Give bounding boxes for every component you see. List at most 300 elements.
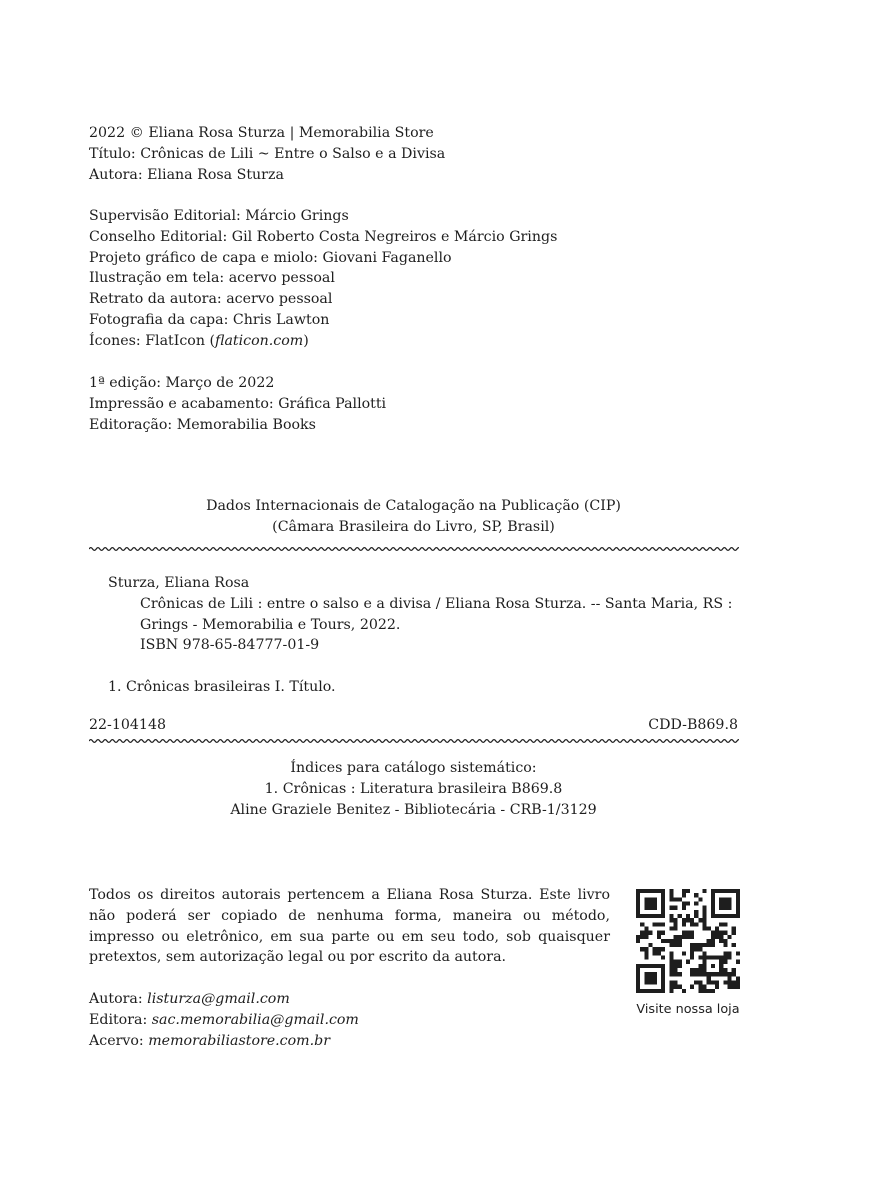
qr-module bbox=[698, 989, 702, 993]
qr-module bbox=[703, 964, 707, 968]
qr-module bbox=[711, 981, 715, 985]
qr-module bbox=[715, 981, 719, 985]
qr-module bbox=[669, 897, 673, 901]
cip-heading bbox=[89, 496, 738, 538]
qr-module bbox=[728, 935, 732, 939]
qr-module bbox=[669, 960, 673, 964]
qr-module bbox=[715, 889, 719, 893]
qr-module bbox=[690, 956, 694, 960]
qr-module bbox=[669, 989, 673, 993]
qr-module bbox=[694, 910, 698, 914]
qr-module bbox=[653, 964, 657, 968]
qr-module bbox=[669, 943, 673, 947]
qr-module bbox=[657, 989, 661, 993]
qr-module bbox=[644, 926, 648, 930]
qr-module bbox=[723, 922, 727, 926]
qr-module bbox=[694, 972, 698, 976]
qr-module bbox=[690, 943, 694, 947]
qr-module bbox=[715, 931, 719, 935]
qr-module bbox=[661, 914, 665, 918]
qr-module bbox=[669, 914, 673, 918]
qr-module bbox=[661, 901, 665, 905]
qr-module bbox=[661, 981, 665, 985]
qr-module bbox=[694, 947, 698, 951]
qr-module bbox=[711, 893, 715, 897]
qr-module bbox=[644, 976, 648, 980]
qr-module bbox=[690, 935, 694, 939]
qr-module bbox=[653, 897, 657, 901]
qr-module bbox=[703, 943, 707, 947]
qr-module bbox=[728, 981, 732, 985]
qr-module bbox=[644, 964, 648, 968]
qr-module bbox=[728, 985, 732, 989]
qr-module bbox=[682, 931, 686, 935]
qr-module bbox=[673, 922, 677, 926]
qr-module bbox=[711, 939, 715, 943]
qr-module bbox=[723, 901, 727, 905]
qr-module bbox=[678, 985, 682, 989]
qr-module bbox=[736, 910, 740, 914]
qr-module bbox=[694, 943, 698, 947]
credits-block-2 bbox=[89, 206, 557, 352]
qr-module bbox=[640, 964, 644, 968]
qr-module bbox=[648, 972, 652, 976]
qr-module bbox=[636, 939, 640, 943]
qr-module bbox=[732, 943, 736, 947]
qr-caption: Visite nossa loja bbox=[636, 1002, 740, 1017]
qr-module bbox=[719, 960, 723, 964]
qr-module bbox=[648, 906, 652, 910]
qr-module bbox=[719, 972, 723, 976]
icons-credit-prefix: Ícones: FlatIcon ( bbox=[89, 332, 216, 349]
qr-module bbox=[669, 964, 673, 968]
qr-module bbox=[711, 931, 715, 935]
qr-module bbox=[673, 981, 677, 985]
qr-module bbox=[636, 989, 640, 993]
qr-module bbox=[723, 956, 727, 960]
qr-module bbox=[686, 889, 690, 893]
qr-module bbox=[728, 956, 732, 960]
contact-author-label: Autora: bbox=[89, 991, 148, 1007]
qr-module bbox=[678, 964, 682, 968]
qr-module bbox=[715, 985, 719, 989]
qr-module bbox=[644, 931, 648, 935]
qr-module bbox=[707, 989, 711, 993]
qr-module bbox=[678, 914, 682, 918]
qr-module bbox=[661, 972, 665, 976]
contact-publisher bbox=[89, 1010, 359, 1031]
qr-module bbox=[648, 989, 652, 993]
copyright-line: 2022 © Eliana Rosa Sturza | Memorabilia Store bbox=[89, 125, 434, 141]
qr-module bbox=[732, 926, 736, 930]
qr-module bbox=[711, 972, 715, 976]
qr-module bbox=[719, 931, 723, 935]
qr-module bbox=[703, 951, 707, 955]
qr-module bbox=[711, 943, 715, 947]
qr-module bbox=[736, 914, 740, 918]
qr-module bbox=[644, 906, 648, 910]
qr-module bbox=[669, 985, 673, 989]
qr-module bbox=[703, 985, 707, 989]
qr-module bbox=[636, 889, 640, 893]
qr-module bbox=[723, 897, 727, 901]
flaticon-link[interactable]: flaticon.com bbox=[215, 332, 304, 349]
qr-module bbox=[661, 985, 665, 989]
qr-module bbox=[648, 897, 652, 901]
qr-module bbox=[715, 926, 719, 930]
qr-module bbox=[723, 943, 727, 947]
qr-module bbox=[707, 926, 711, 930]
qr-module bbox=[707, 981, 711, 985]
wavy-divider-bottom bbox=[89, 737, 739, 745]
qr-module bbox=[703, 889, 707, 893]
qr-module bbox=[719, 897, 723, 901]
cip-control-number: 22-104148 bbox=[89, 717, 167, 733]
qr-module bbox=[661, 889, 665, 893]
qr-module bbox=[648, 981, 652, 985]
qr-module bbox=[669, 972, 673, 976]
qr-module bbox=[723, 889, 727, 893]
contacts-block bbox=[89, 989, 359, 1051]
cip-heading-title: Dados Internacionais de Catalogação na Publicação (CIP) bbox=[206, 498, 621, 514]
qr-module bbox=[732, 968, 736, 972]
qr-module bbox=[703, 918, 707, 922]
qr-module bbox=[682, 935, 686, 939]
qr-module bbox=[636, 981, 640, 985]
qr-module bbox=[682, 922, 686, 926]
cip-cdd-number: CDD-B869.8 bbox=[648, 717, 738, 733]
qr-module bbox=[703, 926, 707, 930]
author-line: Autora: Eliana Rosa Sturza bbox=[89, 166, 284, 183]
qr-module bbox=[715, 972, 719, 976]
contact-author-email[interactable]: listurza@gmail.com bbox=[147, 991, 290, 1007]
qr-module bbox=[644, 981, 648, 985]
qr-module bbox=[644, 901, 648, 905]
index-entry: 1. Crônicas : Literatura brasileira B869.8 bbox=[264, 780, 563, 797]
qr-module bbox=[673, 964, 677, 968]
qr-module bbox=[661, 968, 665, 972]
qr-module bbox=[715, 956, 719, 960]
printing-line: Impressão e acabamento: Gráfica Pallotti bbox=[89, 395, 387, 412]
qr-module bbox=[694, 968, 698, 972]
qr-module bbox=[669, 926, 673, 930]
qr-module bbox=[736, 893, 740, 897]
qr-module bbox=[640, 947, 644, 951]
qr-module bbox=[682, 951, 686, 955]
qr-module bbox=[711, 906, 715, 910]
qr-module bbox=[698, 897, 702, 901]
icons-credit bbox=[89, 331, 557, 352]
qr-module bbox=[690, 931, 694, 935]
qr-module bbox=[657, 935, 661, 939]
contact-store-label: Acervo: bbox=[89, 1032, 149, 1049]
qr-module bbox=[728, 889, 732, 893]
qr-module bbox=[673, 897, 677, 901]
qr-module bbox=[707, 972, 711, 976]
qr-module bbox=[690, 968, 694, 972]
qr-module bbox=[682, 918, 686, 922]
qr-module bbox=[728, 906, 732, 910]
qr-module bbox=[636, 914, 640, 918]
qr-module bbox=[703, 914, 707, 918]
qr-module bbox=[728, 901, 732, 905]
qr-module bbox=[644, 947, 648, 951]
qr-module bbox=[636, 964, 640, 968]
qr-module bbox=[648, 964, 652, 968]
credits-block-3 bbox=[89, 373, 386, 435]
qr-module bbox=[723, 968, 727, 972]
qr-module bbox=[673, 972, 677, 976]
qr-module bbox=[707, 976, 711, 980]
qr-module bbox=[678, 972, 682, 976]
qr-module bbox=[636, 968, 640, 972]
qr-module bbox=[653, 922, 657, 926]
qr-module bbox=[644, 989, 648, 993]
qr-module bbox=[686, 931, 690, 935]
qr-module bbox=[732, 981, 736, 985]
qr-module bbox=[732, 931, 736, 935]
qr-module bbox=[661, 939, 665, 943]
qr-module bbox=[673, 906, 677, 910]
qr-module bbox=[694, 893, 698, 897]
qr-module bbox=[711, 964, 715, 968]
qr-module bbox=[690, 947, 694, 951]
qr-module bbox=[669, 918, 673, 922]
credits-block-1 bbox=[89, 123, 445, 185]
qr-module bbox=[673, 985, 677, 989]
title-line: Título: Crônicas de Lili ~ Entre o Salso e a Divisa bbox=[89, 145, 446, 162]
qr-module bbox=[690, 985, 694, 989]
qr-module bbox=[703, 906, 707, 910]
contact-store bbox=[89, 1031, 359, 1052]
qr-module bbox=[678, 939, 682, 943]
qr-module bbox=[636, 906, 640, 910]
qr-module bbox=[736, 901, 740, 905]
contact-store-link[interactable]: memorabiliastore.com.br bbox=[148, 1032, 330, 1049]
qr-module bbox=[711, 897, 715, 901]
qr-module bbox=[707, 956, 711, 960]
qr-module bbox=[690, 972, 694, 976]
qr-module bbox=[703, 989, 707, 993]
qr-module bbox=[669, 956, 673, 960]
qr-module bbox=[636, 985, 640, 989]
qr-code-icon[interactable] bbox=[636, 889, 740, 993]
qr-module bbox=[698, 943, 702, 947]
qr-module bbox=[690, 922, 694, 926]
qr-module bbox=[682, 889, 686, 893]
qr-module bbox=[669, 981, 673, 985]
qr-module bbox=[636, 897, 640, 901]
qr-module bbox=[669, 951, 673, 955]
qr-module bbox=[698, 972, 702, 976]
qr-module bbox=[644, 951, 648, 955]
qr-module bbox=[661, 897, 665, 901]
qr-module bbox=[698, 918, 702, 922]
qr-module bbox=[703, 968, 707, 972]
qr-module bbox=[636, 893, 640, 897]
qr-module bbox=[732, 985, 736, 989]
qr-module bbox=[644, 935, 648, 939]
qr-module bbox=[661, 964, 665, 968]
contact-publisher-email[interactable]: sac.memorabilia@gmail.com bbox=[151, 1011, 359, 1028]
cip-subjects: 1. Crônicas brasileiras I. Título. bbox=[108, 678, 336, 695]
qr-module bbox=[723, 931, 727, 935]
qr-module bbox=[686, 918, 690, 922]
qr-module bbox=[682, 901, 686, 905]
librarian-credit: Aline Graziele Benitez - Bibliotecária - CRB-1/3129 bbox=[230, 801, 597, 818]
qr-module bbox=[678, 897, 682, 901]
qr-module bbox=[648, 976, 652, 980]
qr-module bbox=[686, 935, 690, 939]
qr-module bbox=[653, 906, 657, 910]
qr-module bbox=[640, 889, 644, 893]
qr-module bbox=[732, 914, 736, 918]
qr-module bbox=[648, 889, 652, 893]
qr-module bbox=[703, 960, 707, 964]
qr-module bbox=[707, 943, 711, 947]
qr-module bbox=[686, 960, 690, 964]
qr-module bbox=[669, 889, 673, 893]
qr-module bbox=[653, 901, 657, 905]
qr-module bbox=[673, 935, 677, 939]
cip-description-2: Grings - Memorabilia e Tours, 2022. bbox=[140, 616, 401, 633]
wavy-divider-top bbox=[89, 545, 739, 553]
graphic-design: Projeto gráfico de capa e miolo: Giovani Faganello bbox=[89, 249, 452, 266]
portrait-credit: Retrato da autora: acervo pessoal bbox=[89, 291, 333, 308]
edition-line: 1ª edição: Março de 2022 bbox=[89, 375, 275, 391]
qr-module bbox=[723, 914, 727, 918]
qr-module bbox=[640, 935, 644, 939]
qr-module bbox=[707, 939, 711, 943]
qr-module bbox=[736, 981, 740, 985]
qr-module bbox=[673, 960, 677, 964]
qr-module bbox=[682, 893, 686, 897]
qr-module bbox=[694, 981, 698, 985]
qr-module bbox=[661, 910, 665, 914]
qr-module bbox=[665, 939, 669, 943]
qr-module bbox=[715, 935, 719, 939]
qr-module bbox=[657, 951, 661, 955]
qr-module bbox=[728, 951, 732, 955]
qr-module bbox=[682, 989, 686, 993]
qr-module bbox=[728, 976, 732, 980]
qr-module bbox=[648, 914, 652, 918]
qr-module bbox=[686, 901, 690, 905]
qr-module bbox=[736, 985, 740, 989]
cip-index bbox=[89, 758, 738, 820]
qr-module bbox=[644, 914, 648, 918]
qr-module bbox=[736, 897, 740, 901]
qr-module bbox=[703, 922, 707, 926]
qr-module bbox=[690, 918, 694, 922]
qr-module bbox=[653, 951, 657, 955]
icons-credit-suffix: ) bbox=[303, 332, 309, 349]
rights-paragraph: Todos os direitos autorais pertencem a Eliana Rosa Sturza. Este livro não poderá ser copiado de nenhuma forma, maneira ou método, impresso ou eletrônico, em sua parte ou em seu todo, sob quaisquer pretextos, sem autorização legal ou por escrito da autora. bbox=[89, 887, 610, 966]
qr-module bbox=[673, 918, 677, 922]
qr-module bbox=[711, 910, 715, 914]
qr-module bbox=[644, 956, 648, 960]
qr-module bbox=[723, 960, 727, 964]
qr-module bbox=[690, 951, 694, 955]
cip-description-1: Crônicas de Lili : entre o salso e a divisa / Eliana Rosa Sturza. -- Santa Maria, RS : bbox=[140, 595, 733, 612]
qr-module bbox=[661, 931, 665, 935]
qr-module bbox=[653, 976, 657, 980]
qr-module bbox=[703, 972, 707, 976]
qr-module bbox=[698, 956, 702, 960]
qr-module bbox=[653, 981, 657, 985]
qr-module bbox=[640, 914, 644, 918]
qr-module bbox=[719, 935, 723, 939]
qr-module bbox=[723, 939, 727, 943]
qr-module bbox=[698, 968, 702, 972]
qr-module bbox=[719, 901, 723, 905]
publishing-line: Editoração: Memorabilia Books bbox=[89, 416, 316, 433]
qr-module bbox=[636, 910, 640, 914]
qr-module bbox=[736, 889, 740, 893]
qr-module bbox=[661, 906, 665, 910]
qr-module bbox=[732, 889, 736, 893]
qr-module bbox=[636, 935, 640, 939]
qr-module bbox=[648, 931, 652, 935]
qr-module bbox=[711, 935, 715, 939]
qr-module bbox=[636, 901, 640, 905]
qr-module bbox=[736, 906, 740, 910]
qr-module bbox=[661, 947, 665, 951]
editorial-board: Conselho Editorial: Gil Roberto Costa Negreiros e Márcio Grings bbox=[89, 228, 558, 245]
qr-module bbox=[648, 943, 652, 947]
qr-module bbox=[661, 989, 665, 993]
qr-module bbox=[640, 922, 644, 926]
qr-module bbox=[636, 976, 640, 980]
qr-module bbox=[686, 914, 690, 918]
qr-module bbox=[711, 901, 715, 905]
index-heading: Índices para catálogo sistemático: bbox=[290, 760, 537, 776]
cip-heading-subtitle: (Câmara Brasileira do Livro, SP, Brasil) bbox=[272, 518, 555, 535]
cip-author-entry: Sturza, Eliana Rosa bbox=[108, 575, 250, 591]
qr-module bbox=[698, 985, 702, 989]
qr-module bbox=[644, 889, 648, 893]
qr-module bbox=[673, 943, 677, 947]
qr-module bbox=[719, 939, 723, 943]
qr-module bbox=[678, 943, 682, 947]
qr-module bbox=[653, 947, 657, 951]
qr-module bbox=[682, 906, 686, 910]
qr-module bbox=[653, 972, 657, 976]
qr-module bbox=[736, 960, 740, 964]
qr-module bbox=[694, 914, 698, 918]
qr-module bbox=[719, 922, 723, 926]
qr-module bbox=[673, 968, 677, 972]
qr-module bbox=[648, 901, 652, 905]
qr-module bbox=[719, 889, 723, 893]
qr-module bbox=[653, 989, 657, 993]
qr-module bbox=[661, 956, 665, 960]
qr-module bbox=[669, 968, 673, 972]
qr-module bbox=[657, 922, 661, 926]
contact-author bbox=[89, 989, 359, 1010]
qr-module bbox=[653, 914, 657, 918]
qr-module bbox=[711, 956, 715, 960]
qr-module bbox=[723, 981, 727, 985]
illustration-credit: Ilustração em tela: acervo pessoal bbox=[89, 270, 335, 287]
qr-module bbox=[719, 956, 723, 960]
qr-module bbox=[694, 901, 698, 905]
qr-module bbox=[719, 964, 723, 968]
qr-module bbox=[694, 922, 698, 926]
qr-module bbox=[669, 939, 673, 943]
qr-module bbox=[711, 889, 715, 893]
qr-module bbox=[661, 893, 665, 897]
